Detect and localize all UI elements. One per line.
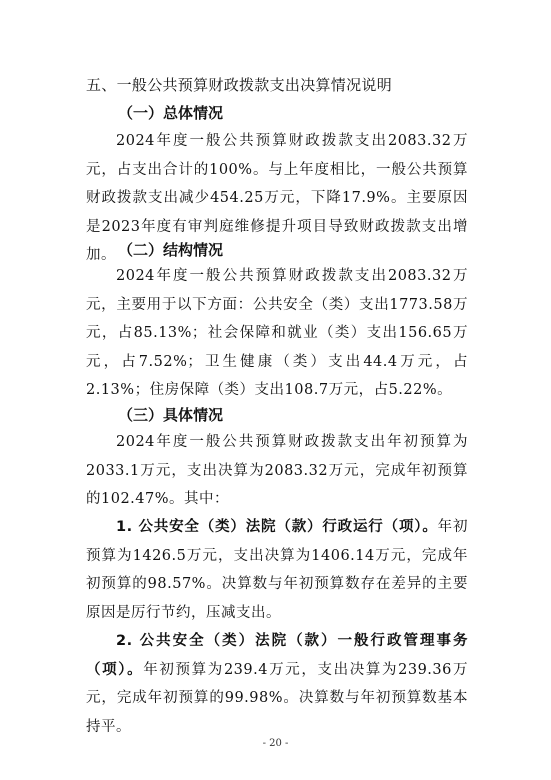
overview-paragraph: 2024年度一般公共预算财政拨款支出2083.32万元，占支出合计的100%。与上年度相比，一般公共预算财政拨款支出减少454.25万元，下降17.9%。主要原因是2023年度有审判庭维修提升项目导致财政拨款支出增加。 [86,133,468,263]
details-heading: （三）具体情况 [118,406,224,424]
structure-heading: （二）结构情况 [118,241,224,259]
overview-heading: （一）总体情况 [118,104,224,122]
detail-item-1-text: 年初预算为1426.5万元，支出决算为1406.14万元，完成年初预算的98.57%。决算数与年初预算数存在差异的主要原因是厉行节约，压减支出。 [86,519,468,621]
detail-item-2-text: 年初预算为239.4万元，支出决算为239.36万元，完成年初预算的99.98%。决算数与年初预算数基本持平。 [86,661,468,735]
page-number: - 20 - [262,738,289,749]
section-title: 五、一般公共预算财政拨款支出决算情况说明 [86,76,393,94]
detail-item-2 [86,627,468,741]
detail-item-1 [86,513,468,627]
detail-item-1-title: 1. 公共安全（类）法院（款）行政运行（项）。 [116,519,438,535]
detail-item-2-title: 2. 公共安全（类）法院（款）一般行政管理事务（项）。 [86,633,468,678]
structure-paragraph: 2024年度一般公共预算财政拨款支出2083.32万元，主要用于以下方面：公共安全（类）支出1773.58万元，占85.13%；社会保障和就业（类）支出156.65万元，占7.52%；卫生健康（类）支出44.4万元，占2.13%；住房保障（类）支出108.7万元，占5.22%。 [86,268,468,398]
details-paragraph: 2024年度一般公共预算财政拨款支出年初预算为2033.1万元，支出决算为2083.32万元，完成年初预算的102.47%。其中： [86,434,468,507]
